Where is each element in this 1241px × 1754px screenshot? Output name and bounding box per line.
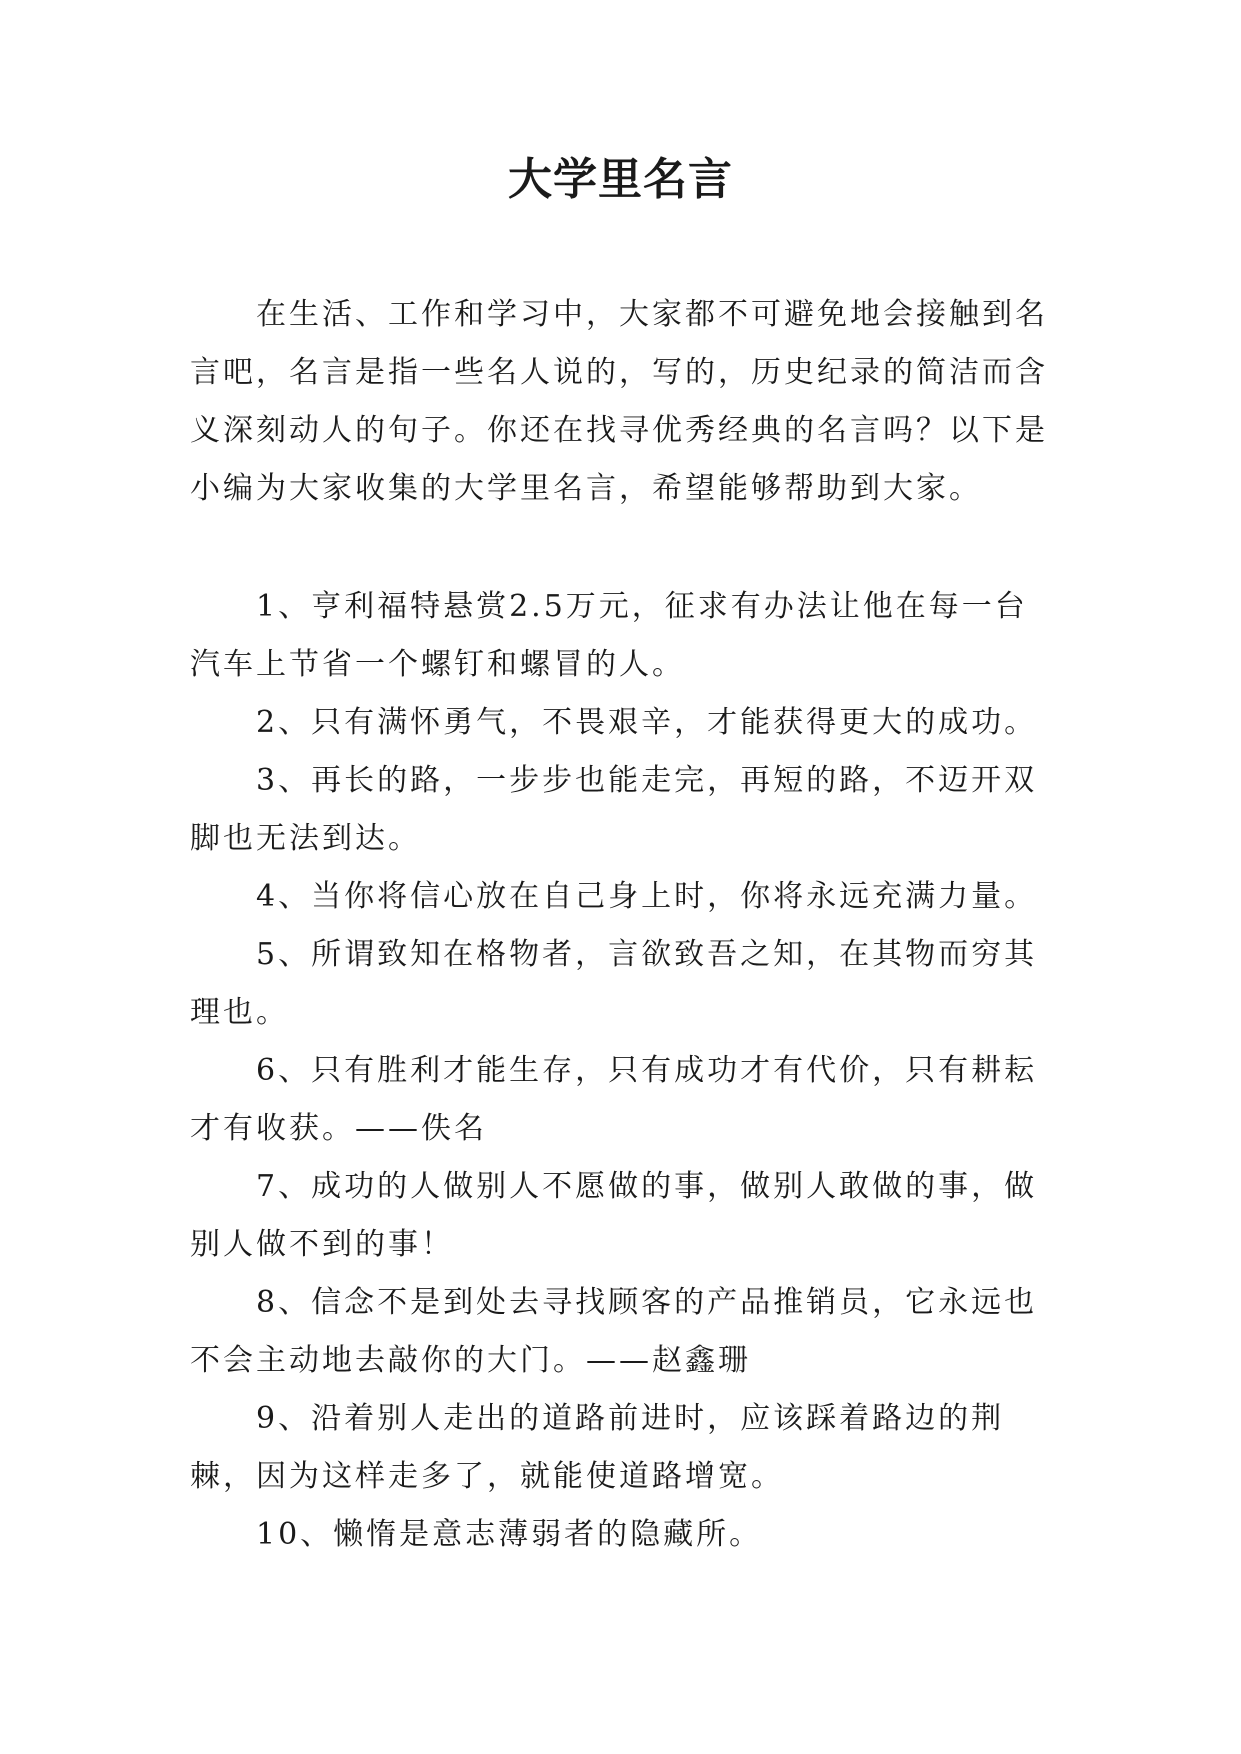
- quote-item: 5、所谓致知在格物者，言欲致吾之知，在其物而穷其理也。: [190, 937, 1038, 1030]
- quote-item: 2、只有满怀勇气，不畏艰辛，才能获得更大的成功。: [256, 705, 1038, 740]
- quote-item: 7、成功的人做别人不愿做的事，做别人敢做的事，做别人做不到的事！: [190, 1169, 1038, 1262]
- quote-item: 8、信念不是到处去寻找顾客的产品推销员，它永远也不会主动地去敲你的大门。——赵鑫珊: [190, 1285, 1038, 1378]
- quote-item: 10、懒惰是意志薄弱者的隐藏所。: [256, 1517, 763, 1552]
- quote-list: [190, 578, 1050, 1564]
- quote-item: 9、沿着别人走出的道路前进时，应该踩着路边的荆棘，因为这样走多了，就能使道路增宽。: [190, 1401, 1005, 1494]
- document-title: 大学里名言: [508, 154, 733, 205]
- quote-item: 1、亨利福特悬赏2.5万元，征求有办法让他在每一台汽车上节省一个螺钉和螺冒的人。: [190, 589, 1028, 682]
- intro-paragraph: 在生活、工作和学习中，大家都不可避免地会接触到名言吧，名言是指一些名人说的，写的，历史纪录的简洁而含义深刻动人的句子。你还在找寻优秀经典的名言吗？以下是小编为大家收集的大学里名言，希望能够帮助到大家。: [190, 297, 1048, 506]
- quote-item: 4、当你将信心放在自己身上时，你将永远充满力量。: [256, 879, 1038, 914]
- quote-item: 3、再长的路，一步步也能走完，再短的路，不迈开双脚也无法到达。: [190, 763, 1038, 856]
- quote-item: 6、只有胜利才能生存，只有成功才有代价，只有耕耘才有收获。——佚名: [190, 1053, 1038, 1146]
